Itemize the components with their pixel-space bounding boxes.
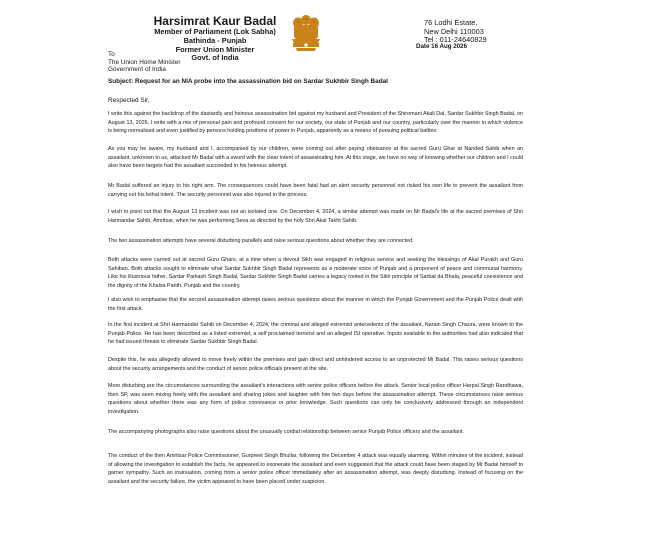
body-paragraph: I wish to point out that the August 13 incident was not an isolated one. On December 4, 2024, a similar attempt was made on Mr Badal's life at the sacred premises of Shri Harmandar Sahib, Amritsar, when he was performing Seva as directed by the holy Shri Akal Takht Sahib.: [108, 209, 523, 224]
sender-constituency: Bathinda - Punjab: [183, 35, 247, 45]
address-line: 76 Lodhi Estate,: [424, 18, 478, 27]
letter-date: Date 16 Aug 2026: [416, 43, 468, 50]
body-paragraph: The conduct of the then Amritsar Police Commissioner, Gurpreet Singh Bhullar, following the December 4 attack was equally alarming. Within minutes of the incident, instead of allowing the investigation to establish the facts, he appeared to exonerate the assailant and even suggested that the attack could have been staged by Mr Badal himself to garner sympathy. Such an insinuation, coming from a senior police officer immediately after an assassination attempt, was deeply disturbing. Instead of focusing on the assailant and the security failure, the victim appeared to have been placed under suspicion.: [108, 453, 523, 485]
body-paragraph: In the first incident at Shri Harmandar Sahib on December 4, 2024, the criminal and alleged extremist antecedents of the assailant, Narain Singh Chaura, were known to the Punjab Police. He has been described as a listed extremist, a self proclaimed terrorist and an alleged ISI operative. Inputs available to the authorities had also indicated that he had issued threats to eliminate Sardar Sukhbir Singh Badal.: [108, 322, 523, 346]
to-label: To: [108, 51, 115, 58]
sender-name: Harsimrat Kaur Badal: [153, 14, 277, 28]
salutation: Respected Sir,: [108, 97, 150, 104]
body-paragraph: The two assassination attempts have several disturbing parallels and raise serious questions about whether they are connected.: [108, 238, 414, 244]
national-emblem-icon: [286, 12, 326, 54]
body-paragraph: I write this against the backdrop of the dastardly and heinous assassination bid against my husband and President of the Shiromani Akali Dal, Sardar Sukhbir Singh Badal, on August 13, 2026. I write with a mix of personal pain and profound concern for our society, our state of Punjab and our country, particularly over the manner in which violence is being normalised and even justified by persons holding positions of power in Punjab, apparently as a means of pursuing political battles.: [108, 111, 523, 135]
body-paragraph: Both attacks were carried out at sacred Guru Ghars, at a time when a devout Sikh was engaged in religious service and seeking the blessings of Akal Purakh and Guru Sahiban. Both attacks sought to eliminate what Sardar Sukhbir Singh Badal represents as a moderate voice of Punjab and a proponent of peace and communal harmony. Like his illustrious father, Sardar Parkash Singh Badal, Sardar Sukhbir Singh Badal carries a legacy rooted in the Sikh principle of Sarbat da Bhala, peaceful coexistence and the dignity of the Khalsa Panth, Punjab and the country.: [108, 257, 523, 289]
address-phone: Tel : 011-24640829: [424, 35, 487, 45]
body-paragraph: I also wish to emphasise that the second assassination attempt raises serious questions about the manner in which the Punjab Government and the Punjab Police dealt with the first attack.: [108, 297, 523, 312]
body-paragraph: The accompanying photographs also raise questions about the unusually cordial relationship between senior Punjab Police officers and the assailant.: [108, 429, 464, 435]
address-line: New Delhi 110003: [424, 26, 484, 36]
recipient-title: The Union Home Minister: [108, 58, 181, 66]
sender-former-post: Former Union Minister: [175, 44, 255, 54]
sender-government: Govt. of India: [191, 53, 239, 63]
body-paragraph: More disturbing are the circumstances surrounding the assailant's interactions with senior police officers before the attack. Senior local police officer Harpal Singh Randhawa, then SP, was seen mixing freely with the assailant and sharing jokes and laughter with him two days before the assassination attempt. These circumstances raise serious questions about whether there was any form of police connivance or prior knowledge. Such questions can only be conclusively addressed through an independent investigation.: [108, 383, 523, 415]
recipient-block: [108, 51, 180, 74]
recipient-org: Government of India: [108, 66, 166, 73]
sender-designation: Member of Parliament (Lok Sabha): [154, 27, 276, 36]
body-paragraph: Mr Badal suffered an injury to his right arm. The consequences could have been fatal had an alert security personnel not risked his own life to prevent the assailant from carrying out his lethal intent. The security personnel was also injured in the process.: [108, 183, 523, 198]
subject-line: Subject: Request for an NIA probe into the assassination bid on Sardar Sukhbir Singh Badal: [108, 78, 388, 85]
sender-address: [424, 19, 534, 45]
body-paragraph: As you may be aware, my husband and I, accompanied by our children, were coming out after paying obeisance at the sacred Guru Ghar at Nanded Sahib when an assailant, unknown to us, attacked Mr Badal with a sword with the clear intent of assassinating him. At this stage, we have no way of knowing whether our children and I could also have been targets had the assailant succeeded in his heinous attempt.: [108, 146, 523, 170]
body-paragraph: Despite this, he was allegedly allowed to move freely within the premises and gain direct and unhindered access to an unprotected Mr Badal. This raises serious questions about the security arrangements and the conduct of senior police officials present at the site.: [108, 357, 523, 372]
